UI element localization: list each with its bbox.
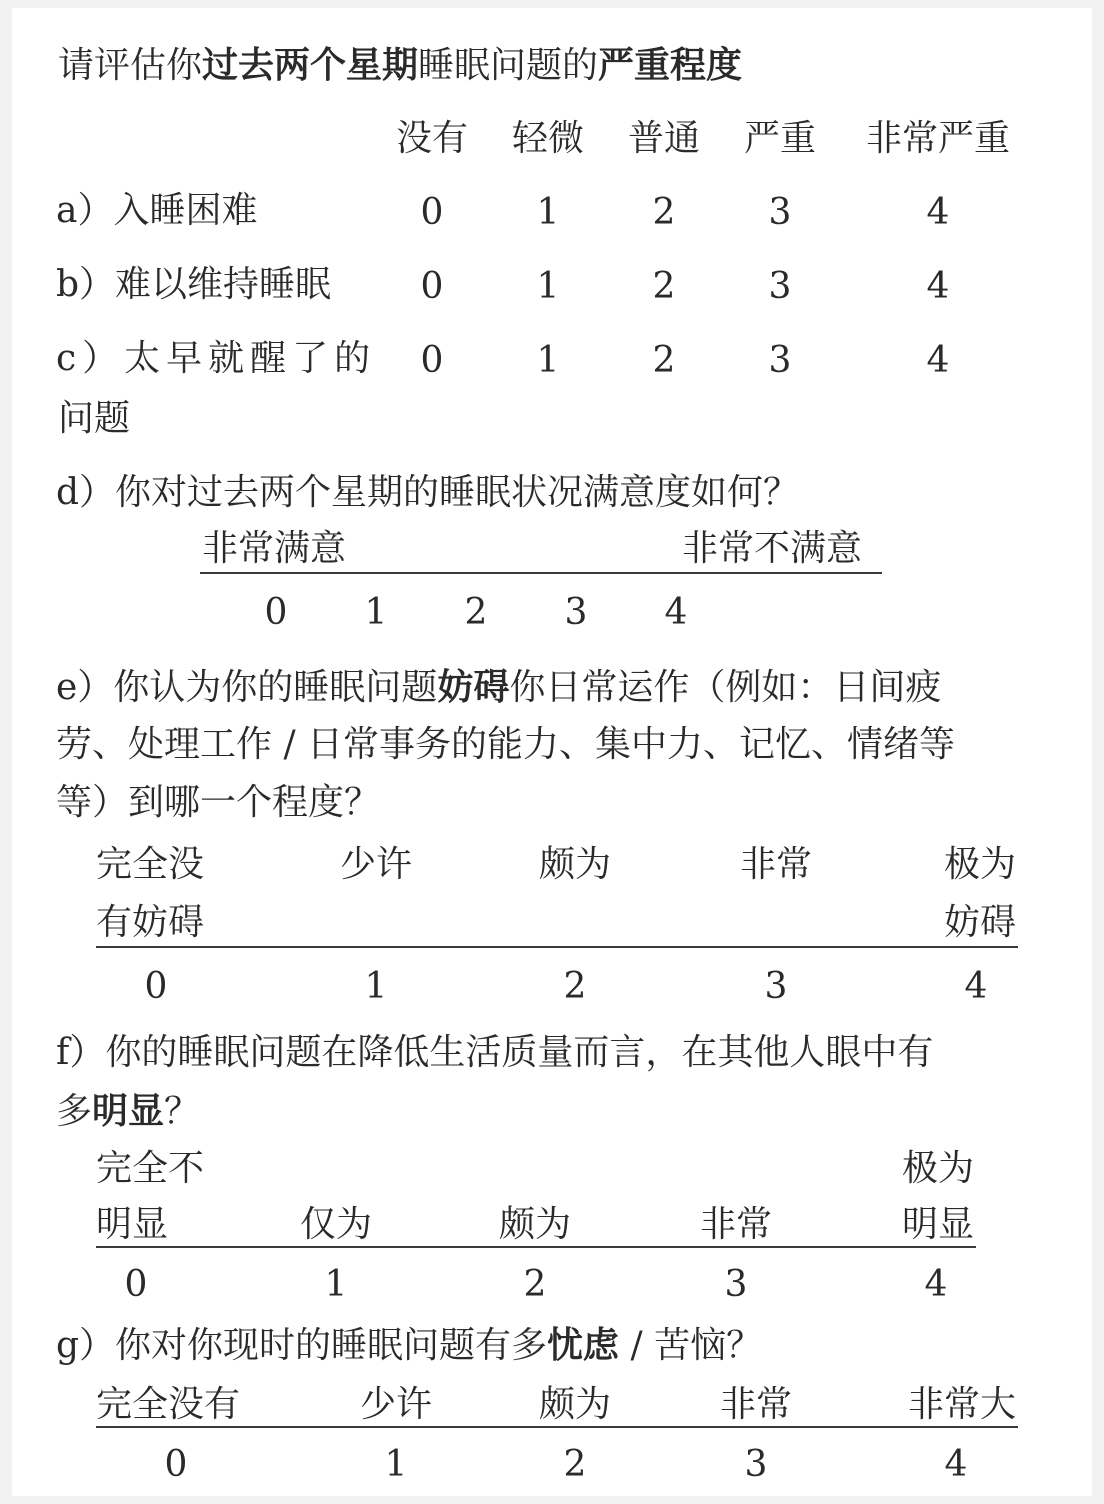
question-g-text bbox=[56, 1324, 762, 1367]
question-f-text: ？ bbox=[164, 1091, 201, 1132]
question-f-scale-line bbox=[96, 1246, 976, 1248]
question-f-bold: 明显 bbox=[92, 1090, 165, 1132]
item-a-score-1[interactable]: 1 bbox=[536, 192, 560, 233]
question-e-scale-line bbox=[96, 946, 1018, 948]
item-c-label: c）太早就醒了的 bbox=[56, 338, 377, 379]
questionnaire-page bbox=[12, 8, 1092, 1496]
item-a-score-0[interactable]: 0 bbox=[420, 192, 444, 233]
question-f-option-3: 非常 bbox=[699, 1204, 773, 1245]
item-b-score-4[interactable]: 4 bbox=[926, 266, 950, 307]
question-f-option-2: 颇为 bbox=[498, 1204, 572, 1245]
item-b-score-3[interactable]: 3 bbox=[768, 266, 792, 307]
question-d-left-anchor: 非常满意 bbox=[202, 528, 347, 569]
question-g-option-1: 少许 bbox=[359, 1384, 433, 1425]
question-d-scale-line bbox=[200, 572, 882, 574]
question-g-scale-line bbox=[96, 1426, 1018, 1428]
title-part: 睡眠问题的 bbox=[418, 45, 599, 86]
question-g-option-3: 非常 bbox=[719, 1384, 793, 1425]
question-e-line1 bbox=[56, 666, 941, 709]
question-f-option-0: 明显 bbox=[96, 1204, 169, 1245]
question-g-score-1[interactable]: 1 bbox=[384, 1444, 408, 1485]
question-f-line2 bbox=[56, 1090, 200, 1133]
question-d-score-1[interactable]: 1 bbox=[364, 592, 388, 633]
question-g-bold: 忧虑 bbox=[547, 1324, 620, 1366]
question-e-option-2: 颇为 bbox=[538, 844, 612, 885]
title-bold-part: 过去两个星期 bbox=[202, 44, 419, 86]
question-f-option-4-top: 极为 bbox=[901, 1148, 974, 1189]
question-d-right-anchor: 非常不满意 bbox=[682, 528, 863, 569]
item-c-score-2[interactable]: 2 bbox=[652, 340, 676, 381]
item-a-label: a）入睡困难 bbox=[56, 190, 258, 231]
question-g-part: g）你对你现时的睡眠问题有多 bbox=[56, 1325, 548, 1366]
question-e-option-0: 完全没 bbox=[96, 844, 205, 885]
severity-header-very-severe: 非常严重 bbox=[865, 118, 1011, 159]
question-f-option-1: 仅为 bbox=[299, 1204, 373, 1245]
question-f-score-1[interactable]: 1 bbox=[324, 1264, 348, 1305]
severity-header-mild: 轻微 bbox=[511, 118, 585, 159]
question-e-score-4[interactable]: 4 bbox=[964, 966, 988, 1007]
question-f-score-3[interactable]: 3 bbox=[724, 1264, 748, 1305]
question-g-option-4: 非常大 bbox=[907, 1384, 1016, 1425]
severity-header-moderate: 普通 bbox=[627, 118, 701, 159]
question-e-option-4-line2: 妨碍 bbox=[943, 902, 1016, 943]
item-c-score-1[interactable]: 1 bbox=[536, 340, 560, 381]
title-bold-part: 严重程度 bbox=[598, 44, 743, 86]
item-c-score-0[interactable]: 0 bbox=[420, 340, 444, 381]
question-g-score-0[interactable]: 0 bbox=[164, 1444, 188, 1485]
question-e-score-1[interactable]: 1 bbox=[364, 966, 388, 1007]
question-e-option-3: 非常 bbox=[739, 844, 813, 885]
question-e-bold: 妨碍 bbox=[437, 666, 510, 708]
question-g-part: / 苦恼？ bbox=[619, 1325, 763, 1366]
item-a-score-2[interactable]: 2 bbox=[652, 192, 676, 233]
question-e-score-3[interactable]: 3 bbox=[764, 966, 788, 1007]
question-f-line1: f）你的睡眠问题在降低生活质量而言，在其他人眼中有 bbox=[56, 1032, 934, 1073]
question-e-line2: 劳、处理工作 / 日常事务的能力、集中力、记忆、情绪等 bbox=[56, 724, 956, 765]
question-e-score-2[interactable]: 2 bbox=[563, 966, 587, 1007]
page-title bbox=[58, 44, 742, 87]
item-c-score-4[interactable]: 4 bbox=[926, 340, 950, 381]
question-g-score-4[interactable]: 4 bbox=[944, 1444, 968, 1485]
question-e-text: 你日常运作（例如：日间疲 bbox=[509, 667, 942, 708]
item-b-score-1[interactable]: 1 bbox=[536, 266, 560, 307]
question-f-score-4[interactable]: 4 bbox=[924, 1264, 948, 1305]
question-e-line3: 等）到哪一个程度？ bbox=[56, 782, 381, 823]
item-b-label: b）难以维持睡眠 bbox=[56, 264, 332, 305]
item-c-label-line2: 问题 bbox=[58, 398, 131, 439]
question-e-option-1: 少许 bbox=[339, 844, 413, 885]
question-e-option-0-line2: 有妨碍 bbox=[96, 902, 205, 943]
question-d-score-4[interactable]: 4 bbox=[664, 592, 688, 633]
item-b-score-2[interactable]: 2 bbox=[652, 266, 676, 307]
question-e-option-4: 极为 bbox=[943, 844, 1016, 885]
question-f-score-0[interactable]: 0 bbox=[124, 1264, 148, 1305]
question-g-option-0: 完全没有 bbox=[96, 1384, 241, 1425]
question-e-text: e）你认为你的睡眠问题 bbox=[56, 667, 438, 708]
question-d-score-2[interactable]: 2 bbox=[464, 592, 488, 633]
question-d-text: d）你对过去两个星期的睡眠状况满意度如何？ bbox=[56, 472, 800, 513]
question-f-score-2[interactable]: 2 bbox=[523, 1264, 547, 1305]
question-f-text: 多 bbox=[56, 1091, 93, 1132]
question-e-score-0[interactable]: 0 bbox=[144, 966, 168, 1007]
item-b-score-0[interactable]: 0 bbox=[420, 266, 444, 307]
question-f-option-4: 明显 bbox=[901, 1204, 974, 1245]
question-g-option-2: 颇为 bbox=[538, 1384, 612, 1425]
item-a-score-3[interactable]: 3 bbox=[768, 192, 792, 233]
question-d-score-0[interactable]: 0 bbox=[264, 592, 288, 633]
question-g-score-2[interactable]: 2 bbox=[563, 1444, 587, 1485]
item-c-score-3[interactable]: 3 bbox=[768, 340, 792, 381]
question-d-score-3[interactable]: 3 bbox=[564, 592, 588, 633]
item-a-score-4[interactable]: 4 bbox=[926, 192, 950, 233]
title-part: 请评估你 bbox=[58, 45, 203, 86]
severity-header-none: 没有 bbox=[395, 118, 469, 159]
question-f-option-0-top: 完全不 bbox=[96, 1148, 205, 1189]
question-g-score-3[interactable]: 3 bbox=[744, 1444, 768, 1485]
severity-header-severe: 严重 bbox=[743, 118, 817, 159]
